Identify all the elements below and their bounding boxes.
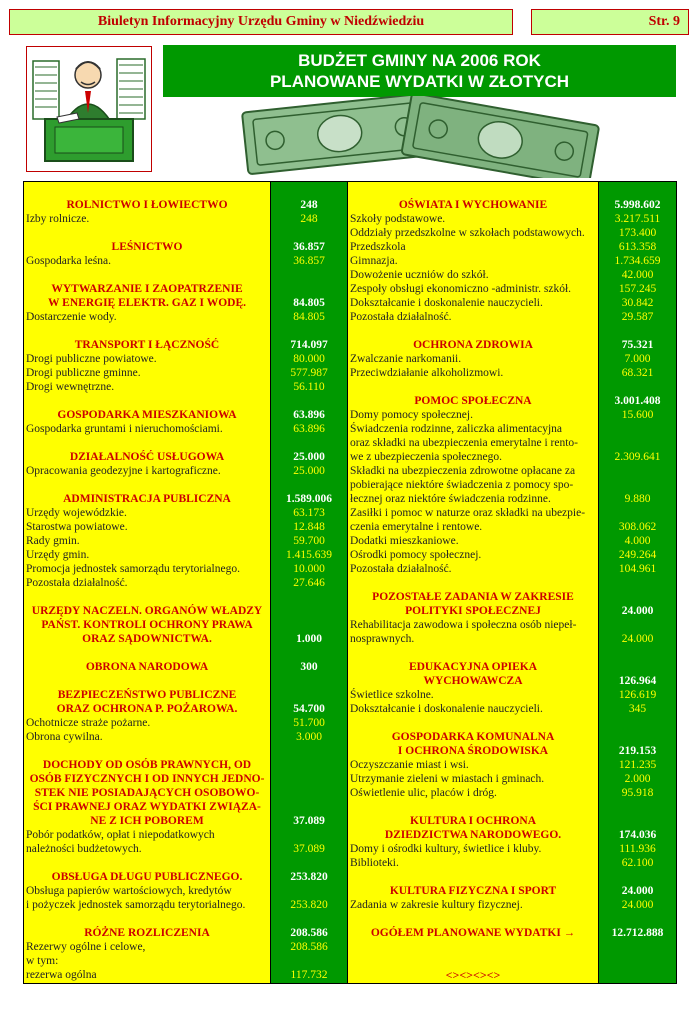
line-item-amount <box>599 422 676 436</box>
section-heading: WYCHOWAWCZA <box>423 675 523 687</box>
blank-line <box>599 646 676 660</box>
section-total: 24.000 <box>621 605 654 617</box>
section-heading: EDUKACYJNA OPIEKA <box>408 661 538 673</box>
section-heading: LEŚNICTWO <box>111 241 183 253</box>
line-item-amount: 37.089 <box>293 843 325 855</box>
line-item-label: Oświetlenie ulic, placów i dróg. <box>350 787 497 799</box>
line-item-label: Obrona cywilna. <box>26 731 103 743</box>
section-total <box>599 590 676 604</box>
section-heading: W ENERGIĘ ELEKTR. GAZ I WODĘ. <box>48 297 246 309</box>
section-total: 3.001.408 <box>614 395 661 407</box>
line-item-amount: 613.358 <box>618 241 657 253</box>
section-total <box>599 814 676 828</box>
line-item-amount: 27.646 <box>293 577 325 589</box>
line-item-label: łecznej oraz niektóre świadczenia rodzinne. <box>350 493 551 505</box>
section-total: 12.712.888 <box>611 927 664 939</box>
section-heading: KULTURA I OCHRONA <box>409 815 537 827</box>
section-heading: ORAZ OCHRONA P. POŻAROWA. <box>56 703 238 715</box>
line-item-amount: 249.264 <box>618 549 657 561</box>
line-item-label: czenia emerytalne i rentowe. <box>350 521 483 533</box>
section-total: 253.820 <box>290 871 328 883</box>
section-total <box>271 604 347 618</box>
page-number: Str. 9 <box>531 9 689 35</box>
line-item-amount: 345 <box>628 703 647 715</box>
line-item-amount: 111.936 <box>619 843 656 855</box>
line-item-amount: 56.110 <box>293 381 325 393</box>
section-heading: RÓŻNE ROZLICZENIA <box>84 927 210 939</box>
line-item-amount: 42.000 <box>621 269 654 281</box>
blank-line <box>348 954 598 968</box>
line-item-label: Urzędy gmin. <box>26 549 90 561</box>
line-item-label: i pożyczek jednostek samorządu terytorialnego. <box>26 899 246 911</box>
section-heading: DZIEDZICTWA NARODOWEGO. <box>384 829 562 841</box>
line-item-amount: 2.000 <box>624 773 651 785</box>
line-item-amount: 51.700 <box>293 717 325 729</box>
line-item-amount: 3.217.511 <box>614 213 661 225</box>
line-item-amount: 30.842 <box>621 297 654 309</box>
line-item-amount: 4.000 <box>624 535 651 547</box>
line-item-label: Zasiłki i pomoc w naturze oraz składki na ubezpie- <box>350 507 586 519</box>
blank-line <box>348 940 598 954</box>
blank-line <box>24 646 270 660</box>
line-item-amount: 10.000 <box>293 563 325 575</box>
blank-line <box>348 800 598 814</box>
section-heading: ORAZ SĄDOWNICTWA. <box>82 633 212 645</box>
section-heading: GOSPODARKA MIESZKANIOWA <box>57 409 237 421</box>
bulletin-title: Biuletyn Informacyjny Urzędu Gminy w Niedźwiedziu <box>9 9 513 35</box>
section-heading: GOSPODARKA KOMUNALNA <box>391 731 555 743</box>
section-total: 63.896 <box>293 409 325 421</box>
line-item-amount: 1.734.659 <box>614 255 661 267</box>
blank-line <box>599 380 676 394</box>
line-item-amount: 121.235 <box>618 759 657 771</box>
section-heading: DOCHODY OD OSÓB PRAWNYCH, OD <box>42 759 252 771</box>
line-item-amount: 24.000 <box>621 899 654 911</box>
line-item-amount: 95.918 <box>621 787 654 799</box>
section-total: 54.700 <box>293 703 325 715</box>
line-item-amount: 68.321 <box>621 367 654 379</box>
blank-line <box>271 674 347 688</box>
blank-line <box>348 646 598 660</box>
section-heading: OGÓŁEM PLANOWANE WYDATKI → <box>370 927 576 939</box>
section-total <box>599 730 676 744</box>
line-item-label: Drogi publiczne powiatowe. <box>26 353 157 365</box>
line-item-label: Dokształcanie i doskonalenie nauczycieli. <box>350 297 543 309</box>
section-heading: STEK NIE POSIADAJĄCYCH OSOBOWO- <box>34 787 260 799</box>
blank-line <box>271 856 347 870</box>
line-item-label: w tym: <box>26 955 59 967</box>
line-item-amount: 63.173 <box>293 507 325 519</box>
blank-line <box>599 716 676 730</box>
section-total: 126.964 <box>618 675 657 687</box>
blank-line <box>24 590 270 604</box>
line-item-amount <box>599 506 676 520</box>
section-heading: OCHRONA ZDROWIA <box>413 339 533 351</box>
blank-line <box>271 436 347 450</box>
line-item-label: Gimnazja. <box>350 255 398 267</box>
blank-line <box>348 870 598 884</box>
line-item-amount: 126.619 <box>618 689 657 701</box>
blank-line <box>271 226 347 240</box>
line-item-label: Składki na ubezpieczenia zdrowotne opłacane za <box>350 465 576 477</box>
line-item-label: rezerwa ogólna <box>26 969 97 981</box>
blank-line <box>348 324 598 338</box>
line-item-amount: 29.587 <box>621 311 654 323</box>
line-item-amount: 7.000 <box>624 353 651 365</box>
section-total <box>271 786 347 800</box>
section-heading: POLITYKI SPOŁECZNEJ <box>405 605 541 617</box>
page-heading <box>163 45 676 97</box>
section-total: 1.589.006 <box>286 493 332 505</box>
blank-line <box>271 324 347 338</box>
section-total <box>271 758 347 772</box>
line-item-label: Domy i ośrodki kultury, świetlice i kluby. <box>350 843 542 855</box>
blank-line <box>271 744 347 758</box>
line-item-label: Gospodarka leśna. <box>26 255 111 267</box>
blank-line <box>24 744 270 758</box>
line-item-label: Urzędy wojewódzkie. <box>26 507 127 519</box>
blank-line <box>24 912 270 926</box>
line-item-amount: 2.309.641 <box>614 451 661 463</box>
section-total: 300 <box>300 661 318 673</box>
line-item-label: Oczyszczanie miast i wsi. <box>350 759 469 771</box>
line-item-label: Izby rolnicze. <box>26 213 90 225</box>
line-item-label: Dodatki mieszkaniowe. <box>350 535 459 547</box>
line-item-label: Przeciwdziałanie alkoholizmowi. <box>350 367 504 379</box>
line-item-label: Drogi wewnętrzne. <box>26 381 115 393</box>
line-item-label: Ośrodki pomocy społecznej. <box>350 549 482 561</box>
section-total <box>271 282 347 296</box>
section-total: 174.036 <box>618 829 657 841</box>
blank-line <box>599 870 676 884</box>
line-item-label: Zespoły obsługi ekonomiczno -administr. szkół. <box>350 283 572 295</box>
section-heading: KULTURA FIZYCZNA I SPORT <box>389 885 557 897</box>
section-heading: ŚCI PRAWNEJ ORAZ WYDATKI ZWIĄZA- <box>33 801 261 813</box>
line-item-amount <box>599 436 676 450</box>
section-heading: OSÓB FIZYCZNYCH I OD INNYCH JEDNO- <box>29 773 265 785</box>
line-item-amount: 3.000 <box>296 731 322 743</box>
line-item-label: oraz składki na ubezpieczenia emerytalne i rento- <box>350 437 578 449</box>
line-item-label: Gospodarka gruntami i nieruchomościami. <box>26 423 223 435</box>
section-total: 37.089 <box>293 815 325 827</box>
blank-line <box>24 436 270 450</box>
line-item-label: Zwalczanie narkomanii. <box>350 353 462 365</box>
section-total: 75.321 <box>621 339 654 351</box>
line-item-label: Pozostała działalność. <box>26 577 128 589</box>
office-worker-clipart <box>26 46 152 172</box>
line-item-label: Pobór podatków, opłat i niepodatkowych <box>26 829 215 841</box>
section-total: 208.586 <box>290 927 328 939</box>
section-heading: OŚWIATA I WYCHOWANIE <box>398 199 548 211</box>
line-item-amount: 15.600 <box>621 409 654 421</box>
line-item-label: Dokształcanie i doskonalenie nauczycieli. <box>350 703 543 715</box>
line-item-label: Domy pomocy społecznej. <box>350 409 473 421</box>
section-heading: TRANSPORT I ŁĄCZNOŚĆ <box>74 339 220 351</box>
blank-line <box>348 380 598 394</box>
blank-line <box>24 324 270 338</box>
line-item-label: Opracowania geodezyjne i kartograficzne. <box>26 465 221 477</box>
line-item-label: Promocja jednostek samorządu terytorialnego. <box>26 563 240 575</box>
line-item-amount <box>599 464 676 478</box>
blank-line <box>271 590 347 604</box>
line-item-label: Utrzymanie zieleni w miastach i gminach. <box>350 773 545 785</box>
line-item-label: Dostarczenie wody. <box>26 311 117 323</box>
blank-line <box>348 576 598 590</box>
section-heading: PAŃST. KONTROLI OCHRONY PRAWA <box>41 619 253 631</box>
line-item-amount: 62.100 <box>621 857 654 869</box>
blank-line <box>599 940 676 954</box>
line-item-amount <box>271 884 347 898</box>
line-item-amount <box>599 478 676 492</box>
line-item-label: Dowożenie uczniów do szkół. <box>350 269 489 281</box>
line-item-label: Obsługa papierów wartościowych, kredytów <box>26 885 232 897</box>
blank-line <box>348 912 598 926</box>
blank-line <box>348 716 598 730</box>
line-item-label: Rehabilitacja zawodowa i społeczna osób niepeł- <box>350 619 577 631</box>
line-item-label: należności budżetowych. <box>26 843 142 855</box>
section-total <box>271 772 347 786</box>
line-item-amount: 9.880 <box>624 493 651 505</box>
section-total: 219.153 <box>618 745 657 757</box>
blank-line <box>599 576 676 590</box>
section-heading: POMOC SPOŁECZNA <box>414 395 532 407</box>
line-item-label: nosprawnych. <box>350 633 415 645</box>
section-total: 36.857 <box>293 241 325 253</box>
line-item-amount <box>271 954 347 968</box>
section-heading: I OCHRONA ŚRODOWISKA <box>397 745 549 757</box>
line-item-label: Przedszkola <box>350 241 406 253</box>
line-item-amount: 63.896 <box>293 423 325 435</box>
section-total: 714.097 <box>290 339 328 351</box>
line-item-label: Pozostała działalność. <box>350 311 452 323</box>
line-item-label: Starostwa powiatowe. <box>26 521 128 533</box>
section-total: 24.000 <box>621 885 654 897</box>
right-values-column <box>599 182 676 983</box>
line-item-label: Biblioteki. <box>350 857 399 869</box>
line-item-amount: 25.000 <box>293 465 325 477</box>
blank-line <box>599 800 676 814</box>
blank-line <box>271 912 347 926</box>
section-heading: WYTWARZANIE I ZAOPATRZENIE <box>51 283 243 295</box>
heading-line-1: BUDŻET GMINY NA 2006 ROK <box>298 51 541 70</box>
section-total: 84.805 <box>293 297 325 309</box>
section-total <box>599 660 676 674</box>
section-heading: URZĘDY NACZELN. ORGANÓW WŁADZY <box>31 605 263 617</box>
line-item-label: we z ubezpieczenia społecznego. <box>350 451 502 463</box>
line-item-amount <box>271 828 347 842</box>
section-heading: DZIAŁALNOŚĆ USŁUGOWA <box>69 451 225 463</box>
section-heading: ROLNICTWO I ŁOWIECTWO <box>66 199 228 211</box>
section-heading: BEZPIECZEŃSTWO PUBLICZNE <box>57 689 237 701</box>
blank-line <box>24 268 270 282</box>
left-labels-column <box>24 182 271 983</box>
blank-line <box>271 478 347 492</box>
line-item-label: Drogi publiczne gminne. <box>26 367 141 379</box>
line-item-label: Rezerwy ogólne i celowe, <box>26 941 146 953</box>
section-total <box>271 800 347 814</box>
line-item-amount: 36.857 <box>293 255 325 267</box>
budget-table <box>23 181 677 984</box>
blank-line <box>271 268 347 282</box>
blank-line <box>271 646 347 660</box>
right-labels-column <box>347 182 599 983</box>
blank-line <box>24 478 270 492</box>
line-item-amount: 173.400 <box>618 227 657 239</box>
line-item-label: pobierające niektóre świadczenia z pomocy spo- <box>350 479 574 491</box>
line-item-amount: 208.586 <box>290 941 328 953</box>
banknotes-illustration <box>225 96 620 178</box>
section-heading: NE Z ICH POBOREM <box>90 815 204 827</box>
section-total: 1.000 <box>296 633 322 645</box>
line-item-amount: 308.062 <box>618 521 657 533</box>
section-total <box>271 688 347 702</box>
line-item-amount: 104.961 <box>618 563 657 575</box>
section-total: 5.998.602 <box>614 199 661 211</box>
line-item-label: Świetlice szkolne. <box>350 689 434 701</box>
line-item-label: Szkoły podstawowe. <box>350 213 446 225</box>
section-heading: OBSŁUGA DŁUGU PUBLICZNEGO. <box>51 871 243 883</box>
line-item-amount: 1.415.639 <box>286 549 332 561</box>
line-item-amount: 24.000 <box>621 633 654 645</box>
blank-line <box>24 674 270 688</box>
section-heading: OBRONA NARODOWA <box>85 661 209 673</box>
line-item-amount <box>599 618 676 632</box>
blank-line <box>24 394 270 408</box>
decorative-arrows: <><><><> <box>445 968 501 982</box>
line-item-label: Oddziały przedszkolne w szkołach podstawowych. <box>350 227 585 239</box>
section-heading: ADMINISTRACJA PUBLICZNA <box>63 493 231 505</box>
line-item-amount: 80.000 <box>293 353 325 365</box>
line-item-amount: 253.820 <box>290 899 328 911</box>
section-total: 25.000 <box>293 451 325 463</box>
line-item-label: Pozostała działalność. <box>350 563 452 575</box>
line-item-amount: 84.805 <box>293 311 325 323</box>
line-item-label: Ochotnicze straże pożarne. <box>26 717 151 729</box>
blank-line <box>24 226 270 240</box>
blank-line <box>599 954 676 968</box>
blank-line <box>271 394 347 408</box>
blank-line <box>599 324 676 338</box>
section-heading: POZOSTAŁE ZADANIA W ZAKRESIE <box>372 591 574 603</box>
line-item-label: Rady gmin. <box>26 535 80 547</box>
line-item-amount: 248 <box>300 213 318 225</box>
blank-line <box>599 912 676 926</box>
line-item-amount: 12.848 <box>293 521 325 533</box>
section-total <box>271 618 347 632</box>
left-values-column <box>271 182 347 983</box>
heading-line-2: PLANOWANE WYDATKI W ZŁOTYCH <box>269 72 570 91</box>
line-item-label: Świadczenia rodzinne, zaliczka alimentacyjna <box>350 423 563 435</box>
line-item-amount: 59.700 <box>293 535 325 547</box>
line-item-amount: 577.987 <box>290 367 328 379</box>
line-item-amount: 157.245 <box>618 283 657 295</box>
section-total: 248 <box>300 199 318 211</box>
line-item-amount: 117.732 <box>290 969 328 981</box>
line-item-amount <box>599 968 676 982</box>
line-item-label: Zadania w zakresie kultury fizycznej. <box>350 899 523 911</box>
blank-line <box>24 856 270 870</box>
